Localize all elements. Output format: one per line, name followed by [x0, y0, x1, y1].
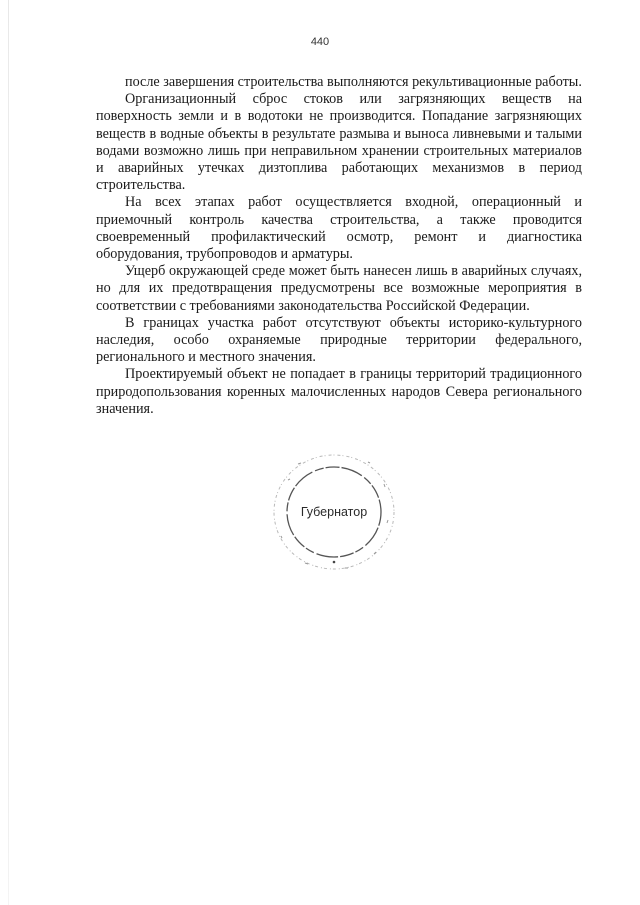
page-number: 440 [310, 36, 330, 48]
governor-stamp [268, 450, 400, 576]
scan-edge [8, 0, 9, 905]
paragraph-1: после завершения строительства выполняются рекультивационные работы. [125, 74, 582, 90]
stamp-seal [268, 450, 400, 576]
paragraph-4: Ущерб окружающей среде может быть нанесен лишь в аварийных случаях, но для их предотвращения предусмотрены все возможные мероприятия в соответствии с требованиями законодательства Российской Федерации. [96, 263, 582, 314]
stamp-text: Губернатор [300, 505, 368, 519]
paragraph-5: В границах участка работ отсутствуют объекты историко-культурного наследия, особо охраняемые природные территории федерального, регионального и местного значения. [96, 314, 582, 366]
paragraph-2: Организационный сброс стоков или загрязняющих веществ на поверхность земли и в водотоки не производится. Попадание загрязняющих веществ в водные объекты в результате размыва и выноса ливневыми и талыми водами возможно лишь при неправильном хранении строительных материалов и аварийных утечках дизтоплива работающих механизмов в период строительства. [96, 91, 582, 194]
paragraph-3: На всех этапах работ осуществляется входной, операционный и приемочный контроль качества строительства, а также проводится своевременный профилактический осмотр, ремонт и диагностика оборудования, трубопроводов и арматуры. [96, 194, 582, 263]
paragraph-6: Проектируемый объект не попадает в границы территорий традиционного природопользования коренных малочисленных народов Севера регионального значения. [96, 366, 582, 417]
document-body [96, 74, 582, 418]
